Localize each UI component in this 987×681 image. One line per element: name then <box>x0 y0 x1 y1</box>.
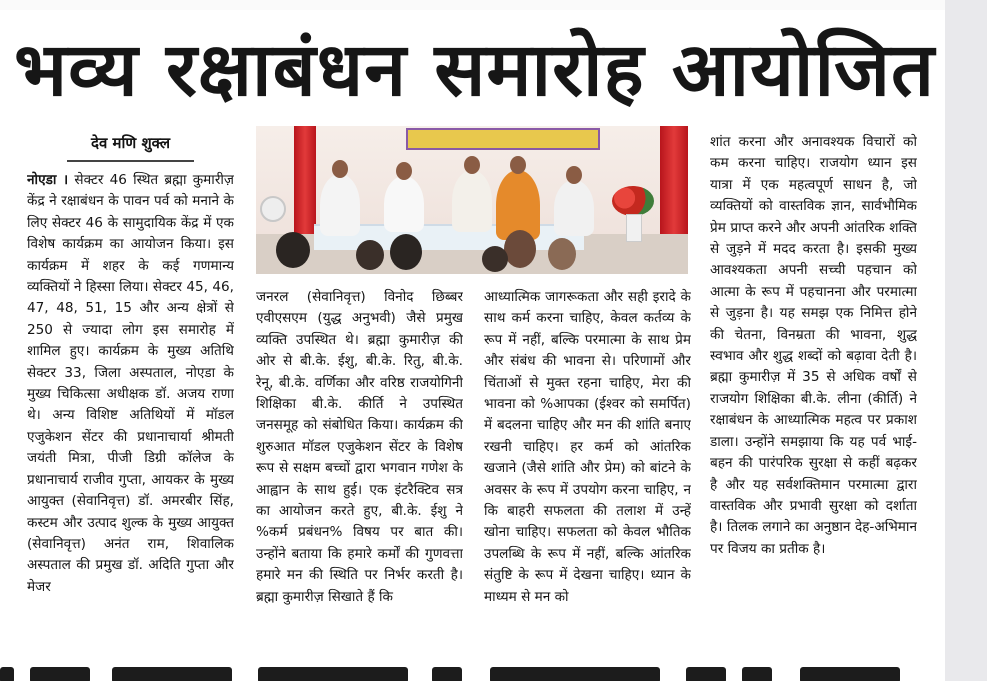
cut-glyph <box>490 667 660 681</box>
column-2-text: जनरल (सेवानिवृत्त) विनोद छिब्बर एवीएसएम (युद्ध अनुभवी) जैसे प्रमुख व्यक्ति उपस्थित थे। ब्रह्मा कुमारीज़ की ओर से बी.के. ईशु, बी.के. रितु, बी.के. रेनू, बी.के. वर्णिका और वरिष्ठ राजयोगिनी शिक्षिका बी.के. कीर्ति ने उपस्थित जनसमूह को संबोधित किया। कार्यक्रम की शुरुआत मॉडल एजुकेशन सेंटर के विशेष रूप से सक्षम बच्चों द्वारा भगवान गणेश के आह्वान के साथ हुई। एक इंटरैक्टिव सत्र का आयोजन करते हुए, बी.के. ईशु ने %कर्म प्रबंधन% विषय पर बात की। उन्होंने बताया कि हमारे कर्मों की गुणवत्ता हमारे मन की स्थिति पर निर्भर करती है। ब्रह्मा कुमारीज़ सिखाते हैं कि <box>256 289 463 605</box>
article-column-3 <box>484 287 691 661</box>
cut-glyph <box>432 667 462 681</box>
top-strip <box>0 0 945 10</box>
photo-audience-head <box>504 230 536 268</box>
photo-audience-head <box>548 238 576 270</box>
dateline: नोएडा । <box>27 172 69 188</box>
photo-audience-head <box>390 234 422 270</box>
photo-stage-banner <box>406 128 600 150</box>
next-headline-cut <box>0 661 945 681</box>
cut-glyph <box>686 667 726 681</box>
byline-rule <box>67 160 194 162</box>
photo-speaker-2 <box>384 176 424 232</box>
column-1-text: सेक्टर 46 स्थित ब्रह्मा कुमारीज़ केंद्र ने रक्षाबंधन के पावन पर्व को मनाने के लिए सेक्टर 46 के सामुदायिक केंद्र में एक विशेष कार्यक्रम का आयोजन किया। इस कार्यक्रम में शहर के कई गणमान्य व्यक्तियों ने हिस्सा लिया। सेक्टर 45, 46, 47, 48, 51, 15 और अन्य क्षेत्रों से 250 से ज्यादा लोग इस समारोह में शामिल हुए। कार्यक्रम के मुख्य अतिथि सेक्टर 33, जिला अस्पताल, नोएडा के मुख्य चिकित्सा अधीक्षक डॉ. अजय राणा थे। अन्य विशिष्ट अतिथियों में मॉडल एजुकेशन सेंटर की प्रधानाचार्या श्रीमती जयंती मित्रा, पीजी डिग्री कॉलेज के प्रधानाचार्य राजीव गुप्ता, आयकर के मुख्य आयुक्त (सेवानिवृत्त) डॉ. अमरबीर सिंह, कस्टम और उत्पाद शुल्क के मुख्य आयुक्त (सेवानिवृत्त) अनंत राम, शिवालिक अस्पताल की प्रमुख डॉ. अदिति गुप्ता और मेजर <box>27 172 234 595</box>
article-column-1 <box>27 170 234 650</box>
column-4-text: शांत करना और अनावश्यक विचारों को कम करना चाहिए। राजयोग ध्यान इस यात्रा में एक महत्वपूर्ण साधन है, जो व्यक्तियों को वास्तविक ज्ञान, सार्वभौमिक प्रेम प्राप्त करने और अपनी आंतरिक शक्ति से जुड़ने में मदद करता है। इसकी मुख्य आवश्यकता अपनी सच्ची पहचान को आत्मा के रूप में पहचानना और परमात्मा से जुड़ना है। यह समझ एक निमित्त होने की चेतना, विनम्रता की भावना, शुद्ध स्वभाव और शुद्ध शब्दों को बढ़ावा देती है। ब्रह्मा कुमारीज़ में 35 से अधिक वर्षों से राजयोग शिक्षिका बी.के. लीना (कीर्ति) ने रक्षाबंधन के आध्यात्मिक महत्व पर प्रकाश डाला। उन्होंने समझाया कि यह पर्व भाई-बहन की पारंपरिक सुरक्षा से कहीं बढ़कर है और यह सर्वशक्तिमान परमात्मा द्वारा वास्तविक और प्रभावी सुरक्षा को दर्शाता है। तिलक लगाने का अनुष्ठान देह-अभिमान पर विजय का प्रतीक है। <box>710 134 917 557</box>
photo-audience-head <box>276 232 310 268</box>
photo-flower-arrangement <box>612 186 654 216</box>
byline <box>27 130 234 162</box>
cut-glyph <box>800 667 900 681</box>
photo-audience-head <box>482 246 508 272</box>
event-photo <box>256 126 688 274</box>
photo-guest-1-head <box>464 156 480 174</box>
photo-vase <box>626 214 642 242</box>
photo-audience-head <box>356 240 384 270</box>
photo-guest-2-head <box>510 156 526 174</box>
photo-speaker-2-head <box>396 162 412 180</box>
photo-guest-3 <box>554 180 594 236</box>
cut-glyph <box>258 667 408 681</box>
cut-glyph <box>30 667 90 681</box>
byline-author: देव मणि शुक्ल <box>91 134 170 152</box>
adjacent-column-edge <box>0 120 10 660</box>
article-column-2 <box>256 287 463 661</box>
photo-speaker-1-head <box>332 160 348 178</box>
cut-glyph <box>742 667 772 681</box>
photo-fan <box>260 196 286 222</box>
cut-glyph <box>112 667 232 681</box>
column-3-text: आध्यात्मिक जागरूकता और सही इरादे के साथ कर्म करना चाहिए, केवल कर्तव्य के रूप में नहीं, बल्कि परमात्मा के साथ प्रेम और संबंध की भावना से। परिणामों और चिंताओं से मुक्त रहना चाहिए, मेरा की भावना को %आपका (ईश्वर को समर्पित) में बदलना चाहिए और मन की शांति बनाए रखनी चाहिए। हर कर्म को आंतरिक खजाने (जैसे शांति और प्रेम) को बांटने के अवसर के रूप में उपयोग करना चाहिए, न कि बाहरी सफलता की तलाश में उन्हें खोना चाहिए। सफलता को केवल भौतिक उपलब्धि के रूप में नहीं, बल्कि आंतरिक संतुष्टि के रूप में देखना चाहिए। ध्यान के माध्यम से मन को <box>484 289 691 605</box>
photo-speaker-1 <box>320 174 360 236</box>
article-column-4 <box>710 132 917 652</box>
page-headline: भव्य रक्षाबंधन समारोह आयोजित <box>14 27 936 113</box>
cut-glyph <box>0 667 14 681</box>
photo-guest-1 <box>452 170 492 232</box>
photo-guest-3-head <box>566 166 582 184</box>
